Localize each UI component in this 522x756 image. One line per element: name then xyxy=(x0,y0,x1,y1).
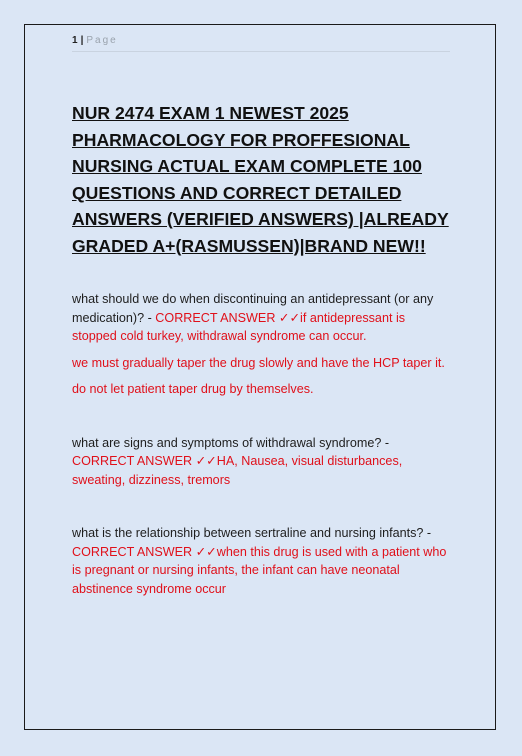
answer-prefix: CORRECT ANSWER xyxy=(72,544,196,559)
answer-prefix: CORRECT ANSWER xyxy=(155,310,279,325)
question-text: what is the relationship between sertraline and nursing infants? - xyxy=(72,526,432,540)
question-text: what should we do when discontinuing an antidepressant (or any medication)? - xyxy=(72,292,434,325)
answer-extra: we must gradually taper the drug slowly and have the HCP taper it. xyxy=(72,355,445,370)
qa-paragraph xyxy=(72,524,452,598)
qa-item xyxy=(72,290,452,399)
qa-list xyxy=(72,290,452,633)
answer-text: if antidepressant is stopped cold turkey, withdrawal syndrome can occur. xyxy=(72,310,406,343)
double-check-icon: ✓✓ xyxy=(278,310,301,325)
qa-item xyxy=(72,524,452,598)
double-check-icon: ✓✓ xyxy=(195,544,217,559)
qa-paragraph xyxy=(72,434,452,490)
qa-paragraph xyxy=(72,290,452,346)
answer-prefix: CORRECT ANSWER xyxy=(72,454,196,468)
answer-text: when this drug is used with a patient who is pregnant or nursing infants, the infant can have neonatal abstinence syndrome occur xyxy=(72,544,447,596)
page-separator: | xyxy=(80,35,84,46)
page-number: 1 xyxy=(72,35,78,46)
qa-item xyxy=(72,434,452,490)
document-title: NUR 2474 EXAM 1 NEWEST 2025 PHARMACOLOGY FOR PROFFESIONAL NURSING ACTUAL EXAM COMPLETE 100 QUESTIONS AND CORRECT DETAILED ANSWERS (VERIFIED ANSWERS) |ALREADY GRADED A+(RASMUSSEN)|BRAND NEW!! xyxy=(72,103,449,256)
question-text: what are signs and symptoms of withdrawal syndrome? - xyxy=(72,435,390,450)
double-check-icon: ✓✓ xyxy=(195,454,217,468)
page-label: Page xyxy=(86,35,118,46)
answer-extra: do not let patient taper drug by themselves. xyxy=(72,382,314,396)
page-header xyxy=(72,35,450,52)
answer-text: HA, Nausea, visual disturbances, sweating, dizziness, tremors xyxy=(72,454,403,487)
